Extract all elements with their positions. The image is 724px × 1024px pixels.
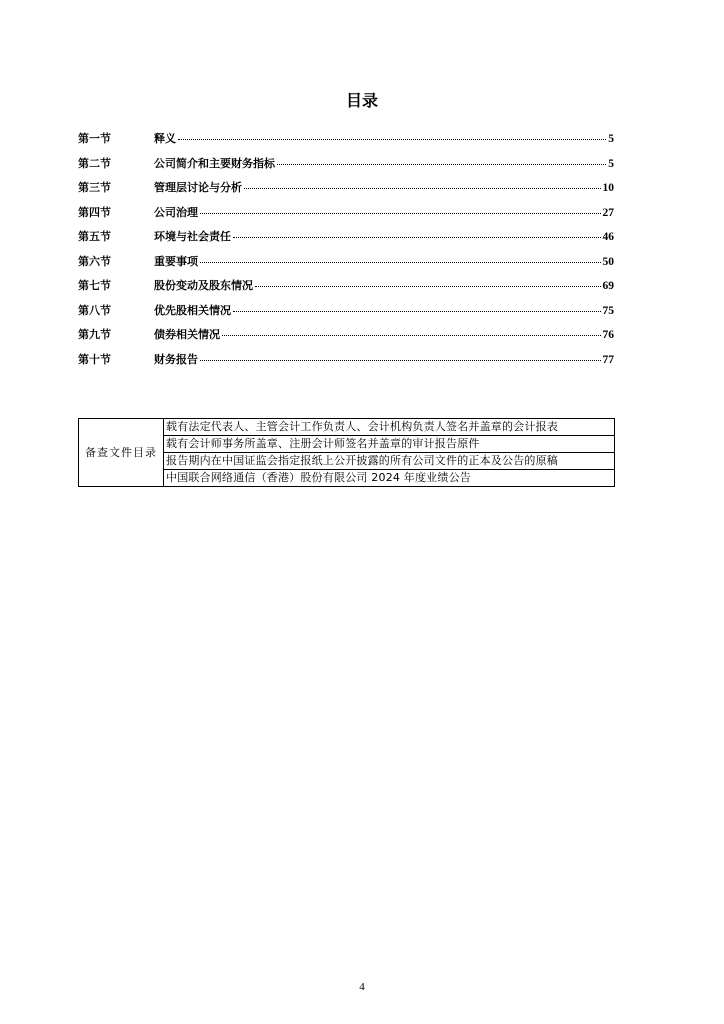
toc-leader-dots bbox=[244, 187, 601, 189]
toc-section-number: 第三节 bbox=[78, 181, 111, 194]
toc-page-number: 5 bbox=[608, 133, 614, 145]
toc-row-2[interactable] bbox=[78, 155, 614, 180]
toc-page-number: 76 bbox=[602, 329, 614, 341]
reference-document-item: 报告期内在中国证监会指定报纸上公开披露的所有公司文件的正本及公告的原稿 bbox=[164, 453, 615, 470]
toc-section-number: 第八节 bbox=[78, 303, 111, 317]
table-row bbox=[79, 419, 615, 436]
toc-section-name: 公司治理 bbox=[154, 205, 198, 219]
toc-section-name: 股份变动及股东情况 bbox=[154, 279, 253, 292]
page-title: 目录 bbox=[345, 91, 378, 110]
toc-section-name: 释义 bbox=[154, 132, 176, 145]
toc-page-number: 75 bbox=[602, 304, 614, 317]
toc-page-number: 50 bbox=[602, 255, 614, 268]
toc-page-number: 27 bbox=[602, 206, 614, 219]
toc-row-7[interactable] bbox=[78, 277, 614, 302]
toc-section-name: 财务报告 bbox=[154, 352, 198, 366]
reference-document-item: 载有法定代表人、主管会计工作负责人、会计机构负责人签名并盖章的会计报表 bbox=[164, 419, 615, 436]
toc-row-3[interactable] bbox=[78, 179, 614, 204]
toc-leader-dots bbox=[200, 212, 601, 214]
toc-section-name: 优先股相关情况 bbox=[154, 303, 231, 317]
toc-row-9[interactable] bbox=[78, 326, 614, 351]
toc-section-number: 第六节 bbox=[78, 254, 111, 268]
toc-page-number: 69 bbox=[602, 280, 614, 292]
reference-documents-table bbox=[78, 418, 615, 487]
toc-section-name: 公司简介和主要财务指标 bbox=[154, 156, 275, 170]
toc-row-1[interactable] bbox=[78, 130, 614, 155]
toc-section-name: 管理层讨论与分析 bbox=[154, 181, 242, 194]
toc-section-number: 第七节 bbox=[78, 279, 111, 292]
toc-leader-dots bbox=[277, 163, 606, 165]
toc-section-number: 第十节 bbox=[78, 352, 111, 366]
toc-row-5[interactable] bbox=[78, 228, 614, 253]
toc-page-number: 5 bbox=[608, 157, 614, 170]
page-number: 4 bbox=[359, 981, 365, 993]
toc-leader-dots bbox=[233, 236, 601, 238]
toc-section-name: 重要事项 bbox=[154, 254, 198, 268]
toc-leader-dots bbox=[222, 334, 601, 336]
reference-documents-label: 备查文件目录 bbox=[79, 419, 164, 487]
toc-leader-dots bbox=[178, 138, 606, 140]
toc-leader-dots bbox=[200, 261, 601, 263]
toc-page-number: 77 bbox=[602, 353, 614, 366]
toc-section-number: 第九节 bbox=[78, 328, 111, 341]
toc-leader-dots bbox=[200, 359, 601, 361]
toc-row-8[interactable] bbox=[78, 302, 614, 327]
toc-row-10[interactable] bbox=[78, 351, 614, 376]
reference-document-item: 中国联合网络通信（香港）股份有限公司 2024 年度业绩公告 bbox=[164, 470, 615, 487]
toc-row-4[interactable] bbox=[78, 204, 614, 229]
toc-section-name: 环境与社会责任 bbox=[154, 230, 231, 243]
toc-row-6[interactable] bbox=[78, 253, 614, 278]
toc-page-number: 10 bbox=[602, 182, 614, 194]
reference-document-item: 载有会计师事务所盖章、注册会计师签名并盖章的审计报告原件 bbox=[164, 436, 615, 453]
toc-section-number: 第一节 bbox=[78, 132, 111, 145]
toc-section-number: 第五节 bbox=[78, 230, 111, 243]
toc-section-name: 债券相关情况 bbox=[154, 328, 220, 341]
toc-leader-dots bbox=[255, 285, 601, 287]
toc-leader-dots bbox=[233, 310, 601, 312]
toc-page-number: 46 bbox=[602, 231, 614, 243]
toc-section-number: 第四节 bbox=[78, 205, 111, 219]
table-of-contents bbox=[78, 130, 614, 375]
toc-section-number: 第二节 bbox=[78, 156, 111, 170]
